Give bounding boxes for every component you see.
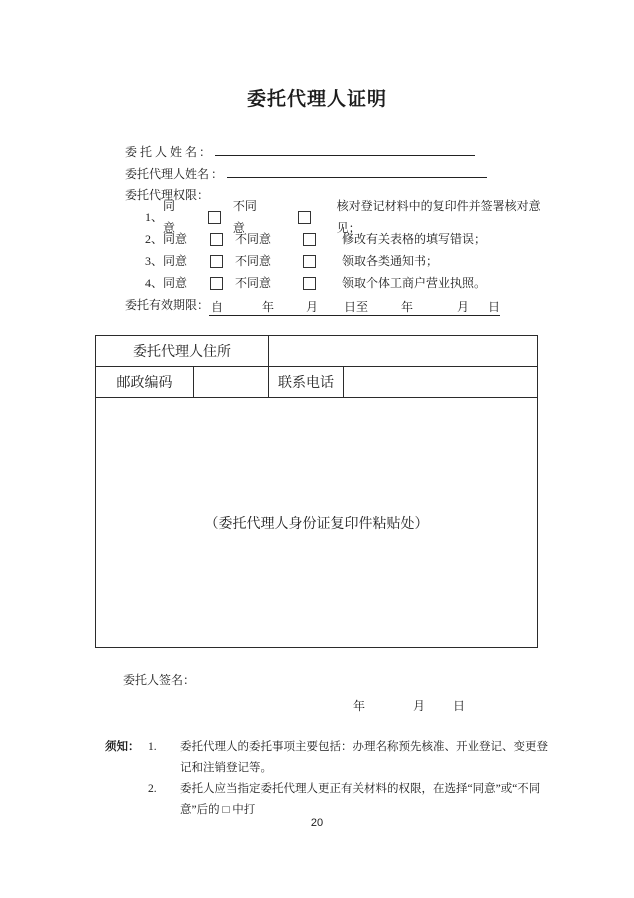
authority-item-3 bbox=[145, 250, 545, 272]
validity-blank[interactable] bbox=[209, 298, 500, 316]
table-row-contact bbox=[96, 367, 538, 398]
disagree-checkbox-1[interactable] bbox=[298, 211, 311, 224]
validity-month-2: 月 bbox=[457, 300, 470, 314]
address-label-cell: 委托代理人住所 bbox=[96, 336, 269, 367]
signature-label: 委托人签名： bbox=[123, 673, 196, 687]
item-description: 修改有关表格的填写错误； bbox=[342, 232, 487, 246]
item-number: 4、 bbox=[145, 276, 164, 290]
agent-name-blank[interactable] bbox=[227, 162, 487, 178]
validity-day-2: 日 bbox=[488, 300, 501, 314]
authority-label: 委托代理权限： bbox=[125, 188, 210, 202]
agree-label: 同意 bbox=[163, 232, 188, 246]
note-item-1 bbox=[148, 737, 550, 779]
agree-checkbox-2[interactable] bbox=[210, 233, 223, 246]
signature-date-year: 年 bbox=[353, 699, 366, 713]
disagree-checkbox-3[interactable] bbox=[303, 255, 316, 268]
validity-period-line bbox=[125, 294, 545, 316]
table-row-paste-area bbox=[96, 398, 538, 648]
disagree-label: 不同意 bbox=[235, 254, 272, 268]
agent-name-line bbox=[125, 162, 545, 184]
validity-from: 自 bbox=[211, 300, 224, 314]
disagree-checkbox-4[interactable] bbox=[303, 277, 316, 290]
disagree-label: 不同意 bbox=[235, 276, 272, 290]
note-text: 委托代理人的委托事项主要包括：办理名称预先核准、开业登记、变更登记和注销登记等。 bbox=[180, 741, 548, 774]
agree-checkbox-4[interactable] bbox=[210, 277, 223, 290]
note-text: 委托人应当指定委托代理人更正有关材料的权限，在选择“同意”或“不同意”后的 □ 中打 bbox=[180, 783, 541, 816]
validity-month-1: 月 bbox=[306, 300, 319, 314]
validity-day-to: 日至 bbox=[344, 300, 369, 314]
item-number: 1、 bbox=[145, 210, 164, 224]
agent-name-label: 委托代理人姓名 bbox=[125, 167, 210, 181]
address-value-cell[interactable] bbox=[269, 336, 538, 367]
client-name-colon: ： bbox=[199, 145, 212, 159]
postcode-label-cell: 邮政编码 bbox=[96, 367, 194, 398]
item-number: 3、 bbox=[145, 254, 164, 268]
disagree-label: 不同意 bbox=[232, 199, 257, 235]
item-description: 领取个体工商户营业执照。 bbox=[342, 276, 487, 290]
page-title: 委托代理人证明 bbox=[246, 89, 387, 110]
postcode-value-cell[interactable] bbox=[194, 367, 269, 398]
item-description: 核对登记材料中的复印件并签署核对意见； bbox=[336, 199, 541, 235]
disagree-checkbox-2[interactable] bbox=[303, 233, 316, 246]
agree-checkbox-1[interactable] bbox=[208, 211, 221, 224]
authority-item-2 bbox=[145, 228, 545, 250]
agree-label: 同意 bbox=[163, 199, 176, 235]
item-number: 2、 bbox=[145, 232, 164, 246]
form-block bbox=[125, 140, 545, 316]
agree-label: 同意 bbox=[163, 254, 188, 268]
agree-label: 同意 bbox=[163, 276, 188, 290]
note-number: 2. bbox=[148, 783, 157, 795]
agent-info-table bbox=[95, 335, 538, 648]
note-item-2 bbox=[148, 779, 550, 821]
agent-name-colon: ： bbox=[211, 167, 224, 181]
authority-item-4 bbox=[145, 272, 545, 294]
validity-label: 委托有效期限： bbox=[125, 298, 210, 312]
signature-date-month: 月 bbox=[413, 699, 426, 713]
id-copy-paste-area: （委托代理人身份证复印件粘贴处） bbox=[96, 398, 538, 648]
validity-year-2: 年 bbox=[401, 300, 414, 314]
notes-heading: 须知： bbox=[105, 741, 140, 753]
signature-date-day: 日 bbox=[453, 699, 466, 713]
disagree-label: 不同意 bbox=[235, 232, 272, 246]
authority-item-1 bbox=[145, 199, 545, 235]
client-name-label: 委 托 人 姓 名 bbox=[125, 145, 198, 159]
agree-checkbox-3[interactable] bbox=[210, 255, 223, 268]
table-row-address bbox=[96, 336, 538, 367]
item-description: 领取各类通知书； bbox=[342, 254, 439, 268]
client-name-blank[interactable] bbox=[215, 140, 475, 156]
client-name-line bbox=[125, 140, 545, 162]
notes-section bbox=[105, 737, 550, 821]
phone-label-cell: 联系电话 bbox=[269, 367, 344, 398]
validity-year-1: 年 bbox=[262, 300, 275, 314]
note-number: 1. bbox=[148, 741, 157, 753]
page-number: 20 bbox=[310, 817, 324, 829]
phone-value-cell[interactable] bbox=[344, 367, 538, 398]
